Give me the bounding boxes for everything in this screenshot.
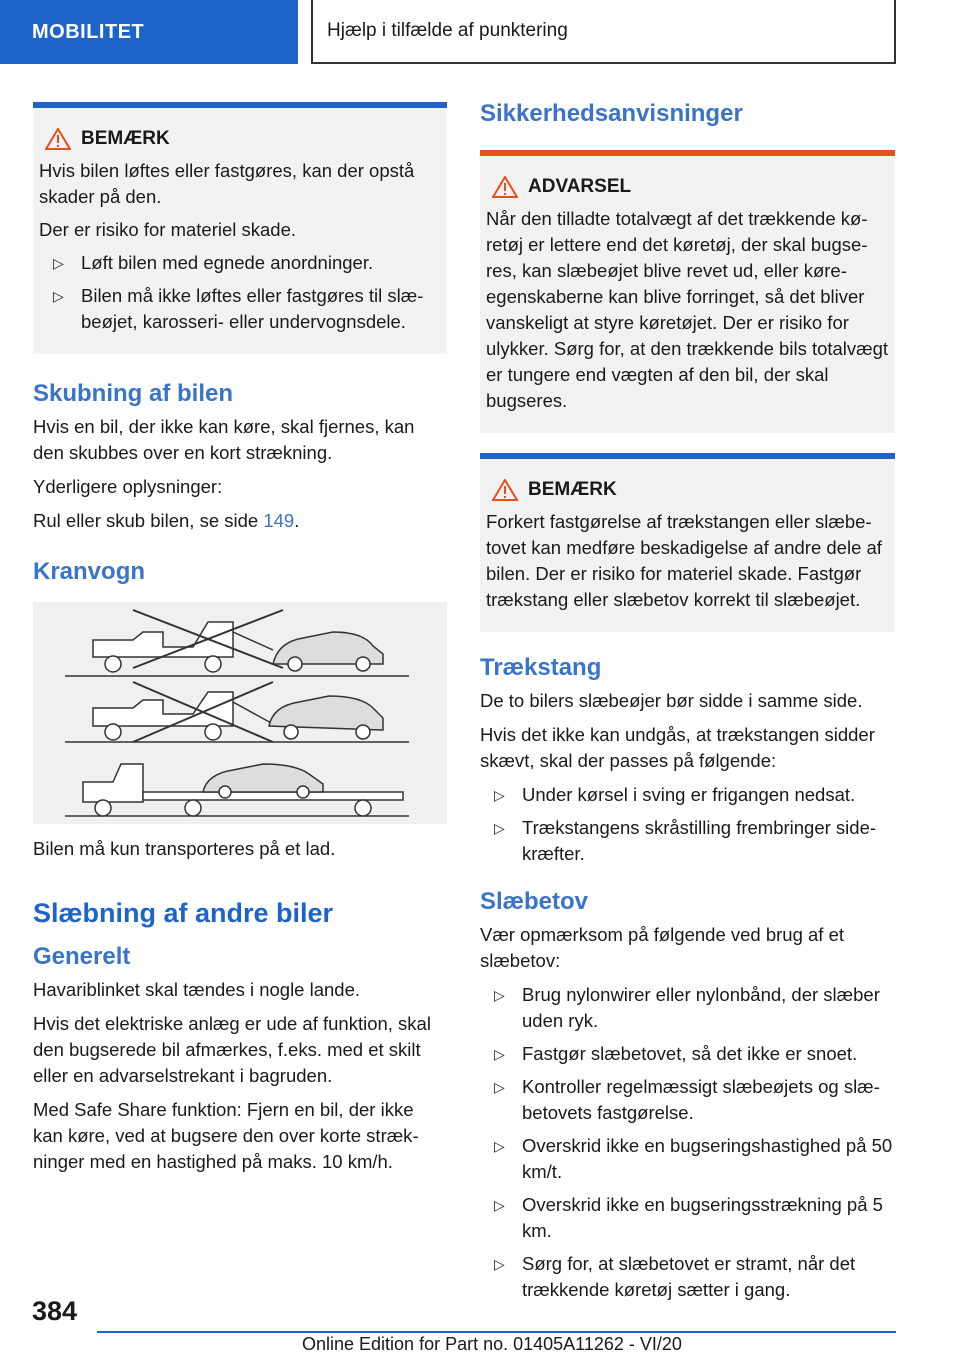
warning-heading: ADVARSEL [528,176,632,197]
list-item: ▷ Under kørsel i sving er frigangen nedsat. [480,782,895,808]
list-item: ▷ Brug nylonwirer eller nylonbånd, der slæber uden ryk. [494,984,880,1031]
bullet-triangle-icon: ▷ [53,288,64,304]
bullet-triangle-icon: ▷ [494,820,505,836]
warning-text: Når den tilladte totalvægt af det trækkende køretøj er lettere end det køretøj, der skal bugseres, kan slæbeøjet blive revet ud, eller køreegenskaberne kan blive forringet, så det bliver vanskeligt at styre køretøjet. Der er risiko for ulykker. Sørg for, at den trækkende bils totalvægt er tungere end vægten af den bil, der skal bugseres. [486,208,889,411]
section-heading: Slæbetov [480,888,589,915]
paragraph: Hvis det elektriske anlæg er ude af funktion, skal den bugserede bil afmærkes, f.eks. med et skilt eller en advarselstrekant i bagruden. [33,1013,431,1086]
notice-text: Der er risiko for materiel skade. [39,219,297,240]
footer-edition: Online Edition for Part no. 01405A11262 - VI/20 [302,1334,682,1354]
bullet-triangle-icon: ▷ [494,1046,505,1062]
notice-text: Forkert fastgørelse af trækstangen eller slæbetovet kan medføre beskadigelse af andre dele af bilen. Der er risiko for materiel skade. Fastgør trækstang eller slæbetov korrekt til slæbeøjet. [486,511,882,610]
warning-triangle-icon [492,479,518,501]
notice-text: Hvis bilen løftes eller fastgøres, kan der opstå skader på den. [39,160,415,207]
right-column [480,100,895,1310]
paragraph: Vær opmærksom på følgende ved brug af et slæbetov: [480,924,845,971]
list-item: ▷ Overskrid ikke en bugseringsstrækning på 5 km. [494,1194,883,1241]
warning-box [480,150,895,433]
list-item: ▷ Fastgør slæbetovet, så det ikke er snoet. [480,1041,895,1067]
page-title: Hjælp i tilfælde af punktering [311,0,896,64]
list-item: ▷ Trækstangens skråstilling frembringer sidekræfter. [494,817,877,864]
list-item: ▷ Løft bilen med egnede anordninger. [39,250,441,276]
page-number: 384 [32,1296,78,1326]
illustration-caption: Bilen må kun transporteres på et lad. [33,838,336,859]
bullet-triangle-icon: ▷ [494,1197,505,1213]
towing-illustration-svg [33,602,447,824]
notice-box [33,102,447,354]
bullet-triangle-icon: ▷ [494,987,505,1003]
bullet-triangle-icon: ▷ [494,1079,505,1095]
paragraph: Med Safe Share funktion: Fjern en bil, der ikke kan køre, ved at bugsere den over korte strækninger med en hastighed på maks. 10 km/h. [33,1099,419,1172]
section-heading: Skubning af bilen [33,380,234,407]
paragraph: Hvis det ikke kan undgås, at trækstangen sidder skævt, skal der passes på følgende: [480,724,875,771]
bullet-triangle-icon: ▷ [494,1256,505,1272]
paragraph: Havariblinket skal tændes i nogle lande. [33,979,361,1000]
notice-heading: BEMÆRK [528,479,617,500]
towing-illustration [33,602,447,824]
section-heading: Kranvogn [33,558,146,585]
list-item: ▷ Overskrid ikke en bugseringshastighed på 50 km/t. [494,1135,893,1182]
list-item: ▷ Sørg for, at slæbetovet er stramt, når det trækkende køretøj sætter i gang. [494,1253,856,1300]
paragraph: Yderligere oplysninger: [33,476,223,497]
paragraph: De to bilers slæbeøjer bør sidde i samme side. [480,690,863,711]
bullet-triangle-icon: ▷ [53,255,64,271]
warning-triangle-icon [492,176,518,198]
list-item: ▷ Kontroller regelmæssigt slæbeøjets og slæbetovets fastgørelse. [494,1076,880,1123]
towbar-list [480,782,895,867]
chapter-heading: Slæbning af andre biler [33,898,334,928]
bullet-triangle-icon: ▷ [494,1138,505,1154]
notice-list [39,250,441,335]
page-link[interactable]: 149 [263,510,295,531]
warning-triangle-icon [45,128,71,150]
rope-list [480,982,895,1303]
list-item: ▷ Bilen må ikke løftes eller fastgøres til slæbeøjet, karosseri- eller undervognsdele. [53,285,424,332]
notice-box [480,453,895,632]
footer-divider [97,1331,896,1333]
left-column [33,102,447,1183]
section-heading: Trækstang [480,654,602,681]
section-heading: Sikkerhedsanvisninger [480,100,743,127]
bullet-triangle-icon: ▷ [494,787,505,803]
paragraph: Hvis en bil, der ikke kan køre, skal fjernes, kan den skubbes over en kort strækning. [33,416,415,463]
notice-heading: BEMÆRK [81,128,170,149]
section-heading: Generelt [33,943,131,970]
section-tab: MOBILITET [0,0,298,64]
paragraph: Rul eller skub bilen, se side 149. [33,510,300,531]
